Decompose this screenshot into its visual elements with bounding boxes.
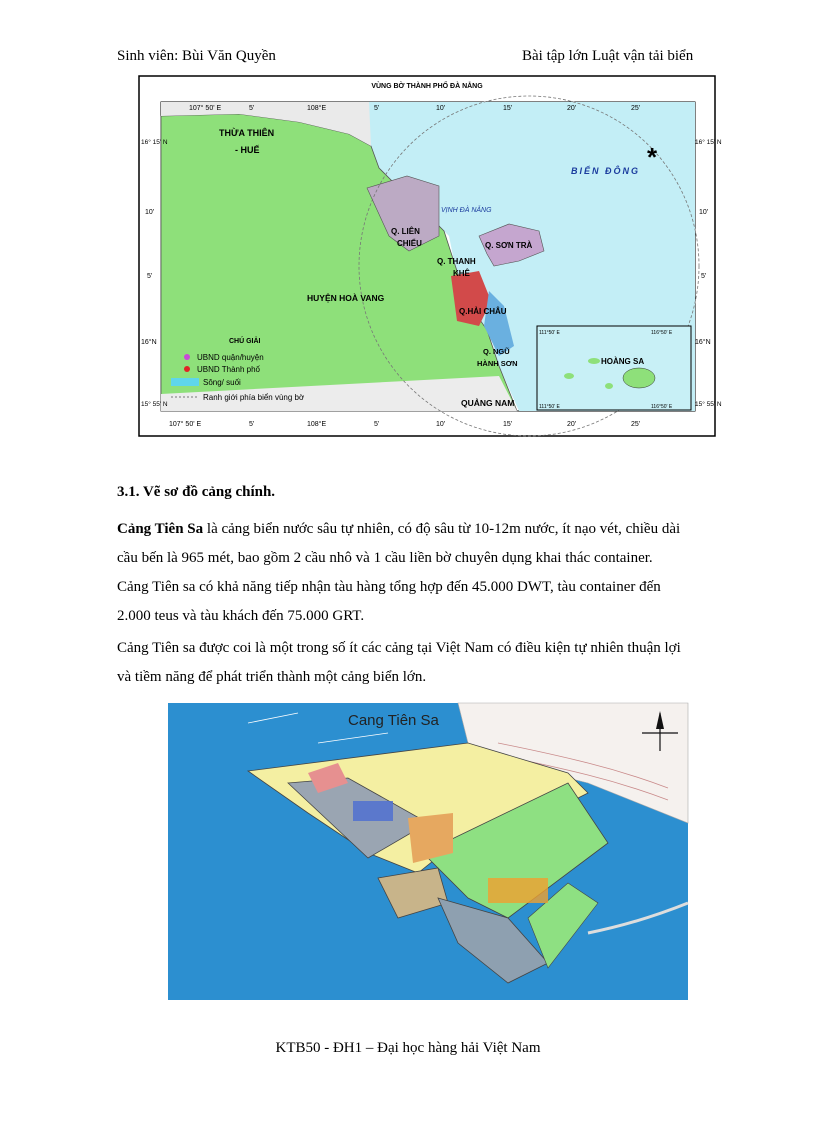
da-nang-coastal-map: [139, 76, 722, 436]
bottom-tick: 20': [567, 421, 577, 428]
bottom-tick: 25': [631, 421, 641, 428]
inset-tick: 111°50' E: [539, 330, 560, 336]
hoang-sa-inset: [537, 326, 691, 410]
bottom-tick: 5': [374, 421, 380, 428]
left-tick: 10': [145, 209, 155, 216]
legend-item: UBND quận/huyện: [197, 353, 264, 362]
bottom-tick: 5': [249, 421, 255, 428]
label-bien-dong: BIỂN ĐÔNG: [571, 166, 641, 176]
bottom-tick: 108°E: [307, 421, 327, 428]
legend-item: UBND Thành phố: [197, 365, 260, 374]
tien-sa-port-plan: [168, 703, 688, 1000]
inset-tick: 116°50' E: [651, 330, 673, 336]
section-heading: 3.1. Vẽ sơ đồ cảng chính.: [117, 484, 276, 500]
city-marker-icon: [184, 366, 190, 372]
label-hoa-vang: HUYỆN HOÀ VANG: [307, 293, 385, 303]
label-lien-chieu: Q. LIÊN: [391, 227, 420, 236]
label-lien-chieu-2: CHIỂU: [397, 239, 422, 248]
port-name: Cảng Tiên Sa: [117, 521, 204, 537]
header-assignment: Bài tập lớn Luật vận tải biển: [522, 48, 694, 64]
top-tick: 108°E: [307, 105, 327, 112]
label-son-tra: Q. SƠN TRÀ: [485, 241, 533, 250]
bottom-tick: 107° 50' E: [169, 421, 202, 428]
label-ngu-hanh-son-2: HÀNH SƠN: [477, 359, 518, 368]
map-title: VÙNG BỜ THÀNH PHỐ ĐÀ NẴNG: [371, 83, 483, 90]
legend-item: Sông/ suối: [203, 378, 241, 387]
para2-line2: và tiềm năng để phát triển thành một cảng biển lớn.: [117, 669, 427, 685]
page-footer: KTB50 - ĐH1 – Đại học hàng hải Việt Nam: [275, 1040, 541, 1056]
left-tick: 15° 55' N: [141, 401, 168, 408]
legend-item: Ranh giới phía biển vùng bờ: [203, 393, 305, 402]
right-tick: 15° 55' N: [695, 401, 722, 408]
bottom-tick: 15': [503, 421, 513, 428]
legend-title: CHÚ GIẢI: [229, 338, 261, 345]
top-tick: 10': [436, 105, 446, 112]
container-stacks-2: [353, 801, 393, 821]
label-thua-thien: THỪA THIÊN: [219, 128, 275, 138]
label-quang-nam: QUẢNG NAM: [461, 398, 515, 408]
para1-line1: là cảng biển nước sâu tự nhiên, có độ sâu từ 10-12m nước, ít nạo vét, chiều dài: [203, 521, 681, 537]
asterisk-icon: *: [647, 142, 658, 172]
paragraph-2: [117, 634, 727, 692]
label-vinh-da-nang: VỊNH ĐÀ NẴNG: [441, 207, 492, 214]
para1-line4: 2.000 teus và tàu khách đến 75.000 GRT.: [117, 608, 365, 624]
top-tick: 20': [567, 105, 577, 112]
river-swatch-icon: [171, 378, 199, 386]
para1-line3: Cảng Tiên sa có khả năng tiếp nhận tàu hàng tổng hợp đến 45.000 DWT, tàu container đến: [117, 579, 661, 595]
header-student: Sinh viên: Bùi Văn Quyền: [117, 48, 276, 64]
container-stacks: [488, 878, 548, 903]
label-hoang-sa: HOÀNG SA: [601, 357, 645, 366]
bottom-tick: 10': [436, 421, 446, 428]
port-plan-title: Cang Tiên Sa: [348, 712, 439, 729]
label-hue: - HUẾ: [235, 145, 260, 155]
right-tick: 10': [699, 209, 709, 216]
right-tick: 5': [701, 273, 707, 280]
inset-tick: 116°50' E: [651, 404, 673, 410]
top-tick: 5': [374, 105, 380, 112]
paragraph-1: [117, 515, 727, 631]
right-tick: 16° 15' N: [695, 139, 722, 146]
left-tick: 16° 15' N: [141, 139, 168, 146]
label-thanh-khe: Q. THANH: [437, 257, 476, 266]
inset-tick: 111°50' E: [539, 404, 560, 410]
left-tick: 16°N: [141, 339, 157, 346]
right-tick: 16°N: [695, 339, 711, 346]
para2-line1: Cảng Tiên sa được coi là một trong số ít các cảng tại Việt Nam có điều kiện tự nhiên thuận lợi: [117, 640, 681, 656]
top-tick: 107° 50' E: [189, 105, 222, 112]
district-marker-icon: [184, 354, 190, 360]
label-hai-chau: Q.HẢI CHÂU: [459, 307, 507, 316]
label-thanh-khe-2: KHÊ: [453, 269, 470, 278]
para1-line2: cầu bến là 965 mét, bao gồm 2 cầu nhô và 1 cầu liền bờ chuyên dụng khai thác container.: [117, 550, 653, 566]
top-tick: 5': [249, 105, 255, 112]
top-tick: 15': [503, 105, 513, 112]
label-ngu-hanh-son: Q. NGŨ: [483, 347, 510, 356]
left-tick: 5': [147, 273, 153, 280]
top-tick: 25': [631, 105, 641, 112]
